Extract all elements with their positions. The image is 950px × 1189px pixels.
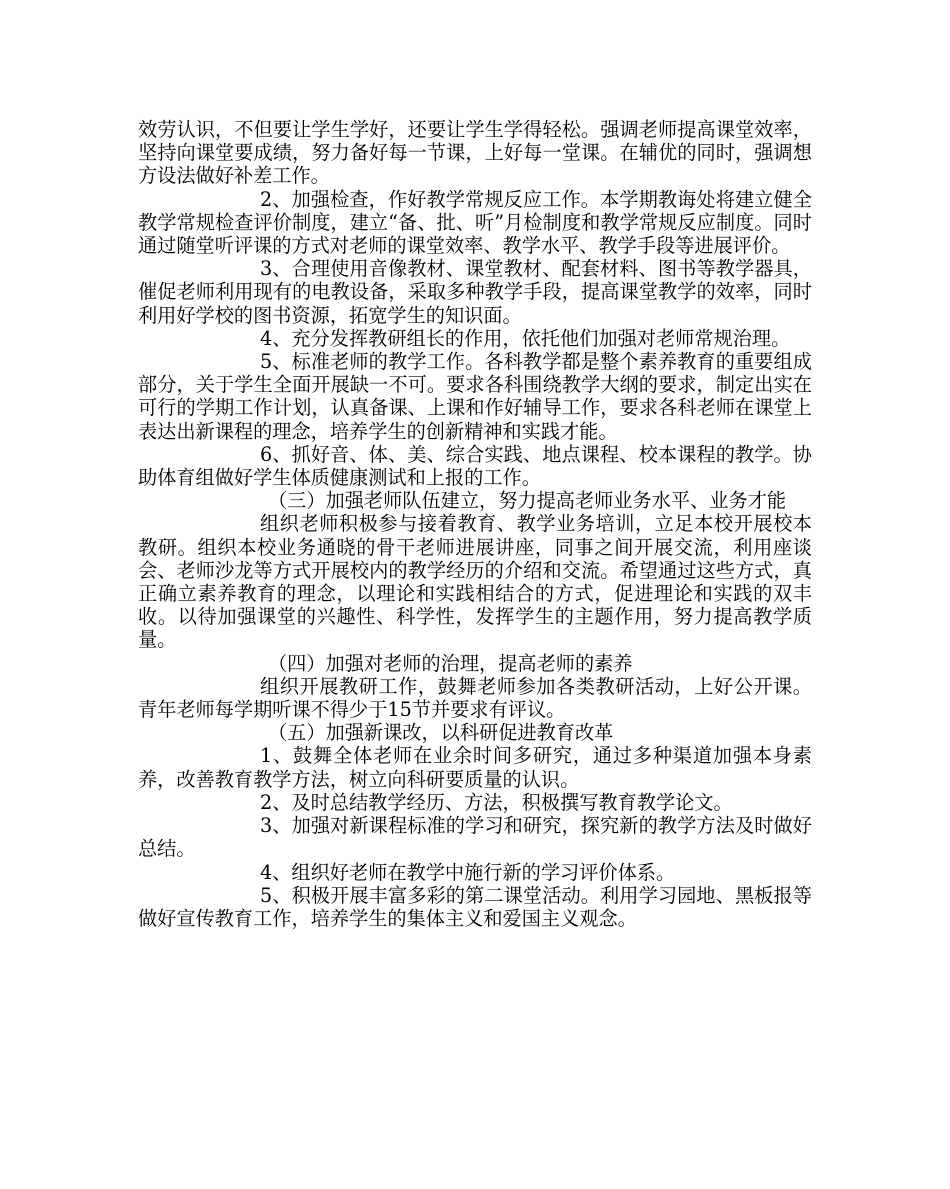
paragraph-section-5-item-3: 3、加强对新课程标准的学习和研究，探究新的教学方法及时做好总结。 — [138, 814, 812, 861]
paragraph-item-5: 5、标准老师的教学工作。各科教学都是整个素养教育的重要组成部分，关于学生全面开展缺一不可。要求各科围绕教学大纲的要求，制定出实在可行的学期工作计划，认真备课、上课和作好辅导工作，要求各科老师在课堂上表达出新课程的理念，培养学生的创新精神和实践才能。 — [138, 350, 812, 443]
section-heading-3: （三）加强老师队伍建立，努力提高老师业务水平、业务才能 — [268, 489, 787, 513]
paragraph-section-4-body: 组织开展教研工作，鼓舞老师参加各类教研活动，上好公开课。青年老师每学期听课不得少于15节并要求有评议。 — [138, 674, 812, 722]
document-body — [138, 118, 812, 930]
paragraph-item-2: 2、加强检查，作好教学常规反应工作。本学期教诲处将建立健全教学常规检查评价制度，建立“备、批、听”月检制度和教学常规反应制度。同时通过随堂听评课的方式对老师的课堂效率、教学水平、教学手段等进展评价。 — [138, 187, 812, 258]
paragraph-section-3-body: 组织老师积极参与接着教育、教学业务培训，立足本校开展校本教研。组织本校业务通晓的骨干老师进展讲座，同事之间开展交流，利用座谈会、老师沙龙等方式开展校内的教学经历的介绍和交流。希望通过这些方式，真正确立素养教育的理念，以理论和实践相结合的方式，促进理论和实践的双丰收。以待加强课堂的兴趣性、科学性，发挥学生的主题作用，努力提高教学质量。 — [138, 512, 812, 652]
paragraph-item-3: 3、合理使用音像教材、课堂教材、配套材料、图书等教学器具，催促老师利用现有的电教设备，采取多种教学手段，提高课堂教学的效率，同时利用好学校的图书资源，拓宽学生的知识面。 — [138, 257, 812, 327]
paragraph-section-5-item-1: 1、鼓舞全体老师在业余时间多研究，通过多种渠道加强本身素养，改善教育教学方法，树立向科研要质量的认识。 — [138, 744, 812, 791]
paragraph-section-5-item-4: 4、组织好老师在教学中施行新的学习评价体系。 — [260, 860, 676, 884]
paragraph-section-5-item-2: 2、及时总结教学经历、方法，积极撰写教育教学论文。 — [260, 790, 733, 814]
paragraph-section-5-item-5: 5、积极开展丰富多彩的第二课堂活动。利用学习园地、黑板报等做好宣传教育工作，培养学生的集体主义和爱国主义观念。 — [138, 883, 812, 930]
section-heading-5: （五）加强新课改，以科研促进教育改革 — [268, 721, 614, 745]
paragraph-item-4: 4、充分发挥教研组长的作用，依托他们加强对老师常规治理。 — [260, 326, 791, 350]
section-heading-4: （四）加强对老师的治理，提高老师的素养 — [268, 651, 633, 675]
paragraph-continuation: 效劳认识，不但要让学生学好，还要让学生学得轻松。强调老师提高课堂效率，坚持向课堂要成绩，努力备好每一节课，上好每一堂课。在辅优的同时，强调想方设法做好补差工作。 — [138, 118, 812, 188]
paragraph-item-6: 6、抓好音、体、美、综合实践、地点课程、校本课程的教学。协助体育组做好学生体质健康测试和上报的工作。 — [138, 442, 812, 490]
